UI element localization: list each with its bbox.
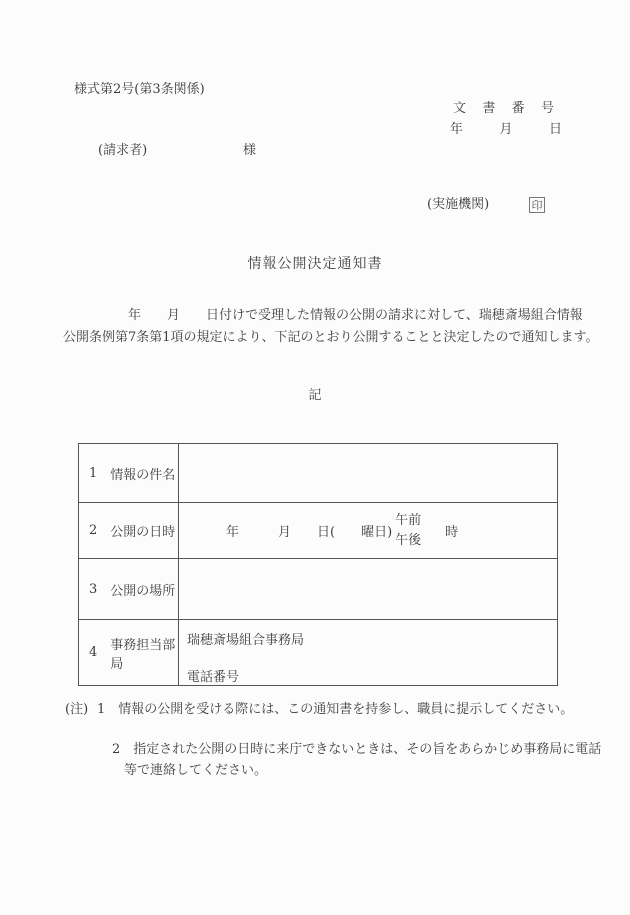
row2-label-cell [79,503,179,559]
row3-value-cell [179,559,558,620]
phone-label: 電話番号 [187,670,240,685]
date-day-label: 日 [548,122,562,137]
row2-label: 公開の日時 [110,525,176,540]
table-row-datetime [79,503,558,559]
table-row-subject [79,444,558,503]
row4-label: 事務担当部局 [110,637,176,672]
row3-number: 3 [89,581,98,597]
row1-value-cell [179,444,558,503]
row2-value-cell [179,503,558,559]
date-month-label: 月 [499,122,513,137]
row1-label-cell [79,444,179,503]
doc-number-char: 番 [511,101,525,116]
doc-number-char: 文 [453,101,467,116]
row1-number: 1 [89,465,98,481]
body-line-2: 公開条例第7条第1項の規定により、下記のとおり公開することと決定したので通知します。 [63,330,599,345]
row1-label: 情報の件名 [110,467,176,483]
form-number: 様式第2号(第3条関係) [74,82,205,97]
ampm-options [395,511,421,551]
doc-number-char: 号 [540,101,554,116]
date-line [450,121,562,139]
note1-text: 情報の公開を受ける際には、この通知書を持参し、職員に提示してください。 [118,702,574,717]
note2-number: 2 [112,742,121,757]
row4-value-cell [179,620,558,686]
addressee-suffix: 様 [243,143,257,158]
agency-label: (実施機関) [427,197,490,212]
row4-label-cell [79,620,179,686]
decision-table [78,443,558,686]
department-name: 瑞穂斎場組合事務局 [187,633,305,648]
note-2-line-1 [112,741,601,759]
row4-number: 4 [89,645,98,660]
body-line-1: 年 月 日付けで受理した情報の公開の請求に対して、瑞穂斎場組合情報 [63,308,583,323]
seal-mark: 印 [529,197,545,213]
note1-number: 1 [97,702,106,717]
row2-number: 2 [89,523,98,538]
datetime-blanks: 年 月 日( 曜日) [226,525,393,540]
pm-label: 午後 [395,532,422,548]
doc-number-label [453,100,554,118]
row3-label: 公開の場所 [110,583,176,599]
section-marker: 記 [308,388,322,403]
table-row-department [79,620,558,686]
note-1 [97,701,573,719]
note-2-line-2: 等で連絡してください。 [124,763,268,778]
am-label: 午前 [395,512,422,528]
table-row-place [79,559,558,620]
doc-number-char: 書 [482,101,496,116]
date-year-label: 年 [450,122,464,137]
note2-text-line1: 指定された公開の日時に来庁できないときは、その旨をあらかじめ事務局に電話 [133,742,602,757]
page-title: 情報公開決定通知書 [247,256,383,272]
addressee-prefix: (請求者) [98,143,148,158]
row3-label-cell [79,559,179,620]
hour-label: 時 [445,525,459,540]
notes-label: (注) [65,702,89,717]
